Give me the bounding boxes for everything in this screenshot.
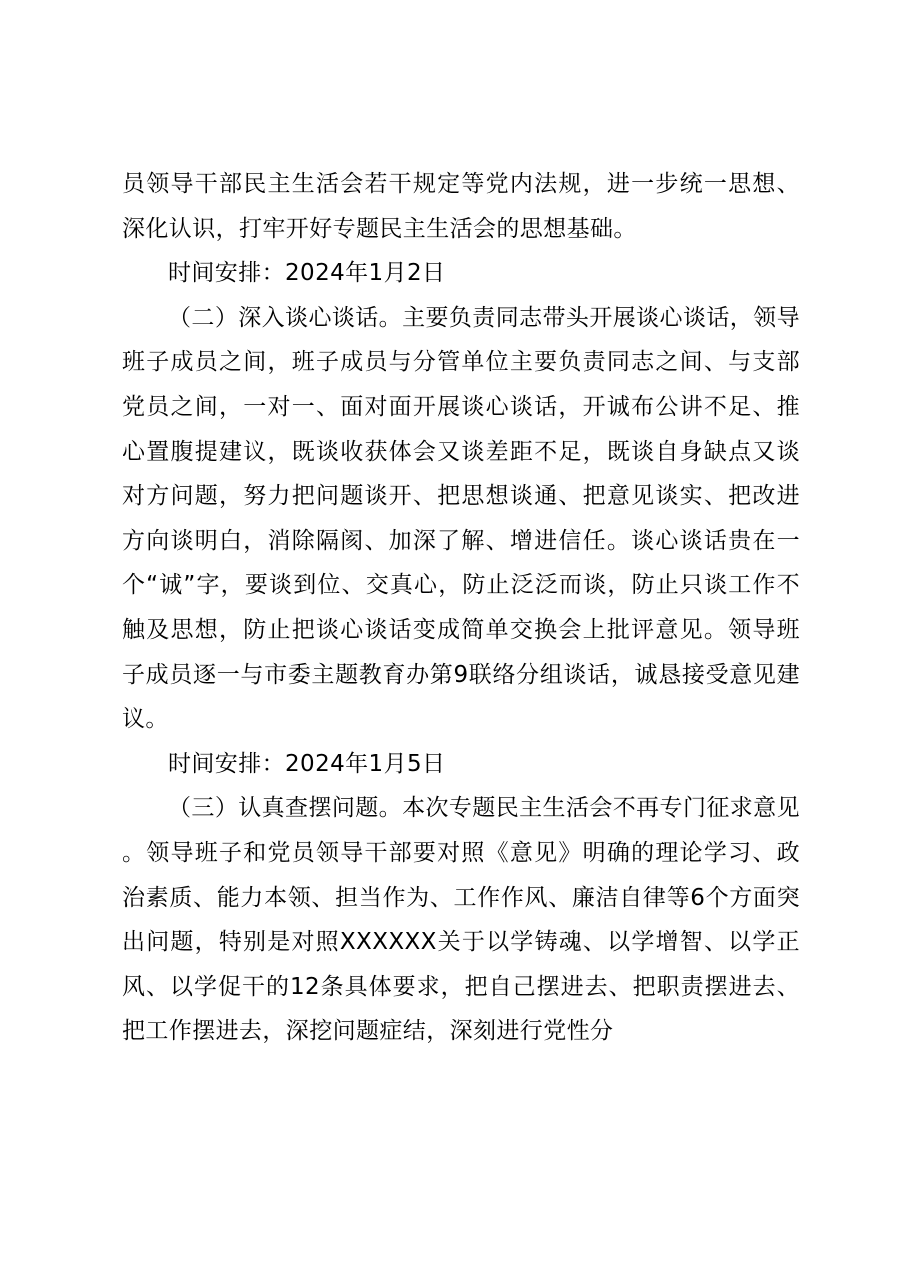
schedule-line-jan-2: 时间安排：2024年1月2日: [168, 260, 446, 287]
paragraph-continuation: 员领导干部民主生活会若干规定等党内法规，进一步统一思想、深化认识，打牢开好专题民主生活会的思想基础。: [122, 171, 800, 242]
paragraph-section-heart-to-heart-talks: （二）深入谈心谈话。主要负责同志带头开展谈心谈话，领导班子成员之间，班子成员与分管单位主要负责同志之间、与支部党员之间，一对一、面对面开展谈心谈话，开诚布公讲不足、推心置腹提建议，既谈收获体会又谈差距不足，既谈自身缺点又谈对方问题，努力把问题谈开、把思想谈通、把意见谈实、把改进方向谈明白，消除隔阂、加深了解、增进信任。谈心谈话贵在一个“诚”字，要谈到位、交真心，防止泛泛而谈，防止只谈工作不触及思想，防止把谈心谈话变成简单交换会上批评意见。领导班子成员逐一与市委主题教育办第9联络分组谈话，诚恳接受意见建议。: [122, 304, 800, 733]
document-body: [122, 162, 800, 1054]
schedule-line-jan-5: 时间安排：2024年1月5日: [168, 750, 446, 777]
paragraph-section-identify-problems: （三）认真查摆问题。本次专题民主生活会不再专门征求意见。领导班子和党员领导干部要对照《意见》明确的理论学习、政治素质、能力本领、担当作为、工作作风、廉洁自律等6个方面突出问题，特别是对照XXXXXX关于以学铸魂、以学增智、以学正风、以学促干的12条具体要求，把自己摆进去、把职责摆进去、把工作摆进去，深挖问题症结，深刻进行党性分: [122, 795, 800, 1045]
